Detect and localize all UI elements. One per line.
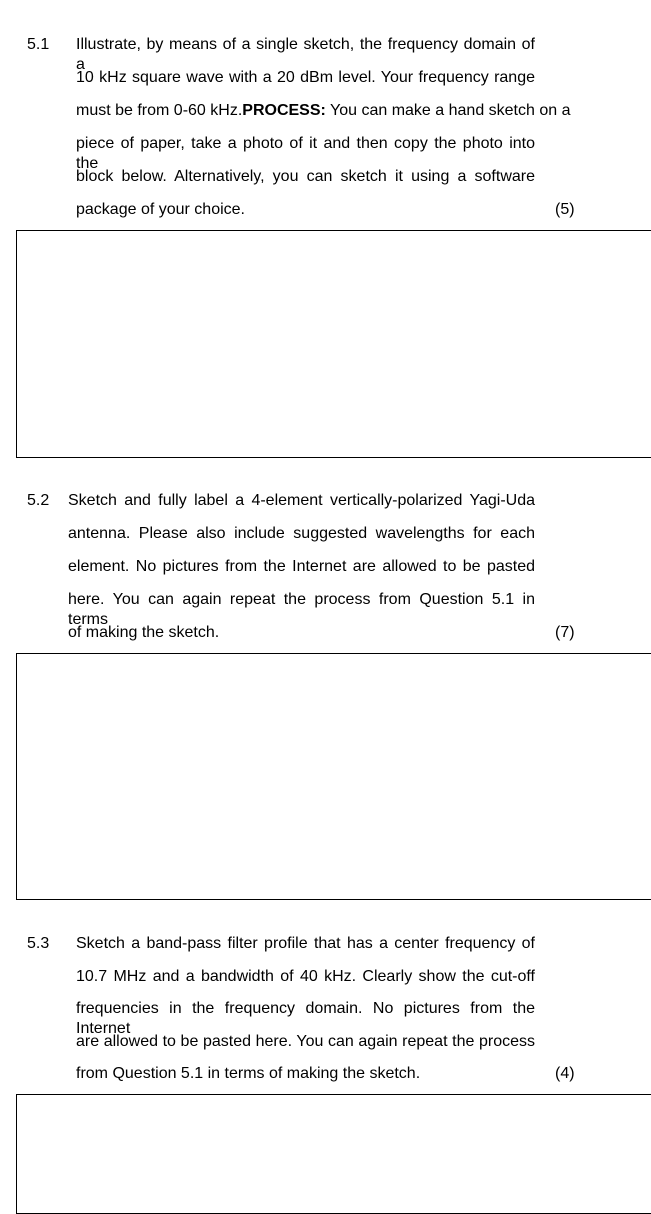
question-text-line: antenna. Please also include suggested wavelengths for each — [68, 525, 535, 542]
question-number: 5.1 — [27, 36, 50, 53]
answer-box-5-2[interactable] — [16, 653, 651, 900]
question-text-line: from Question 5.1 in terms of making the sketch. — [76, 1065, 421, 1082]
marks-label: (7) — [555, 624, 575, 641]
question-text-line: 10.7 MHz and a bandwidth of 40 kHz. Clearly show the cut-off — [76, 968, 535, 985]
process-label: PROCESS: — [242, 102, 326, 119]
question-text-line: package of your choice. — [76, 201, 245, 218]
question-text-line: block below. Alternatively, you can sketch it using a software — [76, 168, 535, 185]
question-text-line: are allowed to be pasted here. You can again repeat the process — [76, 1033, 535, 1050]
question-text-line: Illustrate, by means of a single sketch, the frequency domain of a — [76, 36, 535, 73]
question-text-line: Sketch a band-pass filter profile that has a center frequency of — [76, 935, 535, 952]
answer-box-5-3[interactable] — [16, 1094, 651, 1214]
question-number: 5.3 — [27, 935, 50, 952]
question-text-line: piece of paper, take a photo of it and then copy the photo into the — [76, 135, 535, 172]
question-text-line: Sketch and fully label a 4-element vertically-polarized Yagi-Uda — [68, 492, 535, 509]
question-text-line: of making the sketch. — [68, 624, 220, 641]
question-text-line: element. No pictures from the Internet are allowed to be pasted — [68, 558, 535, 575]
answer-box-5-1[interactable] — [16, 230, 651, 458]
question-text-segment: You can make a hand sketch on a — [325, 102, 571, 119]
marks-label: (4) — [555, 1065, 575, 1082]
question-text-line: frequencies in the frequency domain. No pictures from the Internet — [76, 1000, 535, 1037]
question-number: 5.2 — [27, 492, 50, 509]
question-text-line: 10 kHz square wave with a 20 dBm level. Your frequency range — [76, 69, 535, 86]
question-text-segment: must be from 0-60 kHz. — [76, 102, 243, 119]
marks-label: (5) — [555, 201, 575, 218]
question-text-line — [76, 101, 570, 121]
question-text-line: here. You can again repeat the process from Question 5.1 in terms — [68, 591, 535, 628]
